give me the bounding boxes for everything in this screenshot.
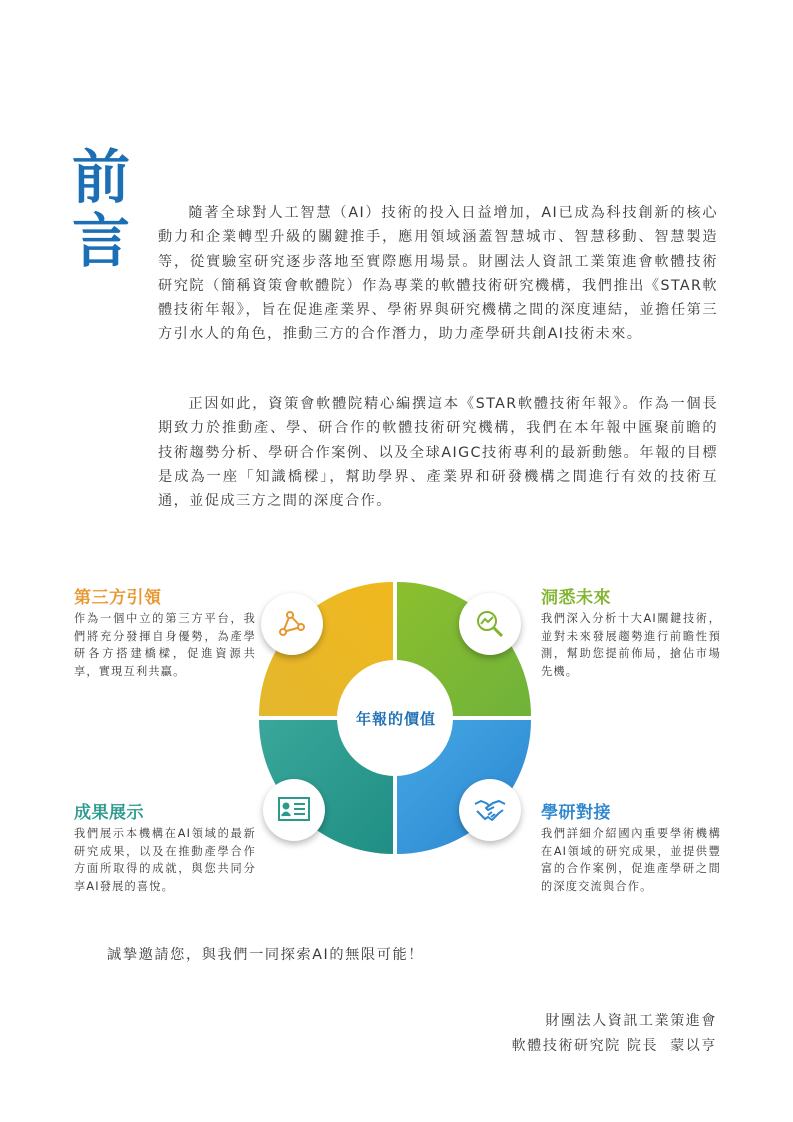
block-text-third-party: 作為一個中立的第三方平台，我們將充分發揮自身優勢，為產學研各方搭建橋樑，促進資源共享，實現互利共贏。 xyxy=(74,612,256,678)
presentation-board-icon xyxy=(263,779,325,841)
page-title-char-2: 言 xyxy=(72,207,131,275)
signature-organization: 財團法人資訊工業策進會 xyxy=(545,1013,717,1029)
block-title-third-party: 第三方引領 xyxy=(74,588,162,608)
invitation-text: 誠摯邀請您，與我們一同探索AI的無限可能！ xyxy=(107,947,425,963)
intro-paragraph-2: 正因如此，資策會軟體院精心編撰這本《STAR軟體技術年報》。作為一個長期致力於推動產、學、研合作的軟體技術研究機構，我們在本年報中匯聚前瞻的技術趨勢分析、學研合作案例、以及全球AIGC技術專利的最新動態。年報的目標是成為一座「知識橋樑」，幫助學界、產業界和研發機構之間進行有效的技術互通，並促成三方之間的深度合作。 xyxy=(158,396,718,510)
diagram-center-label: 年報的價值 xyxy=(355,710,436,728)
page-title-char-1: 前 xyxy=(72,143,131,211)
magnifier-trend-icon xyxy=(459,593,521,655)
block-title-academia-link: 學研對接 xyxy=(541,803,611,823)
intro-paragraph-1: 隨著全球對人工智慧（AI）技術的投入日益增加，AI已成為科技創新的核心動力和企業轉型升級的關鍵推手，應用領域涵蓋智慧城市、智慧移動、智慧製造等，從實驗室研究逐步落地至實際應用場景。財團法人資訊工業策進會軟體技術研究院（簡稱資策會軟體院）作為專業的軟體技術研究機構，我們推出《STAR軟體技術年報》，旨在促進產業界、學術界與研究機構之間的深度連結，並擔任第三方引水人的角色，推動三方的合作潛力，助力產學研共創AI技術未來。 xyxy=(158,205,718,343)
block-text-academia-link: 我們詳細介紹國內重要學術機構在AI領域的研究成果，並提供豐富的合作案例，促進產學研之間的深度交流與合作。 xyxy=(541,827,721,893)
network-nodes-icon xyxy=(261,593,323,655)
block-title-results-showcase: 成果展示 xyxy=(74,803,144,823)
block-title-insight-future: 洞悉未來 xyxy=(541,588,611,608)
block-text-insight-future: 我們深入分析十大AI關鍵技術，並對未來發展趨勢進行前瞻性預測，幫助您提前佈局，搶佔市場先機。 xyxy=(541,612,721,678)
handshake-icon xyxy=(459,779,521,841)
block-text-results-showcase: 我們展示本機構在AI領域的最新研究成果，以及在推動產學合作方面所取得的成就，與您共同分享AI發展的喜悅。 xyxy=(74,827,256,893)
signature-signer: 軟體技術研究院 院長 蒙以亨 xyxy=(511,1038,717,1054)
